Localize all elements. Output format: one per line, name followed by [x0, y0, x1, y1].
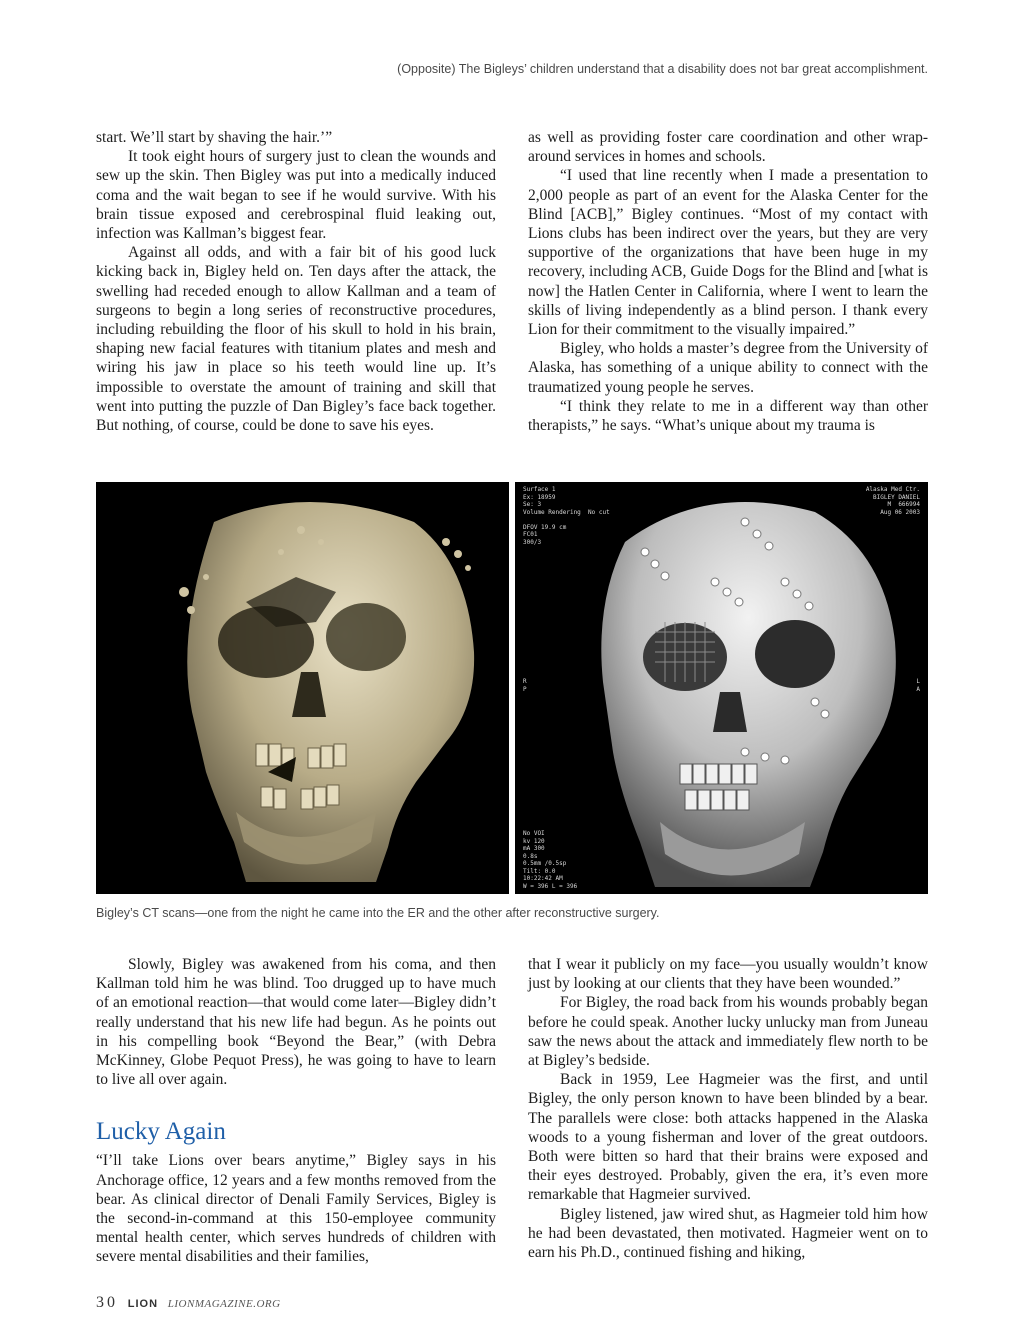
magazine-website: LIONMAGAZINE.ORG	[167, 1298, 281, 1310]
skull-render-before	[96, 482, 509, 894]
top-left-column	[96, 128, 496, 435]
ct-right-right-marker: L A	[916, 678, 920, 693]
figure-caption: Bigley’s CT scans—one from the night he came into the ER and the other after reconstructive surgery.	[96, 906, 660, 920]
paragraph: Against all odds, and with a fair bit of his good luck kicking back in, Bigley held on. Ten days after the attack, the swelling had receded enough to allow Kallman and a team of surgeons to begin a long series of reconstructive procedures, including rebuilding the floor of his skull to hold in his brain, shaping new facial features with titanium plates and mesh and wiring his jaw in place so his teeth would line up. It’s impossible to overstate the amount of training and skill that went into putting the puzzle of Dan Bigley’s face back together. But nothing, of course, could be done to save his eyes.	[96, 244, 496, 435]
magazine-brand: LION	[127, 1298, 159, 1310]
ct-right-bottomleft-overlay: No VOI kv 120 mA 300 0.8s 0.5mm /0.5sp Tilt: 0.0 10:22:42 AM W = 396 L = 396	[523, 830, 578, 890]
ct-right-left-marker: R P	[523, 678, 527, 693]
ct-scan-before-image	[96, 482, 509, 894]
paragraph: that I wear it publicly on my face—you usually wouldn’t know just by looking at our clients that they have been wounded.”	[528, 956, 928, 993]
ct-right-topright-overlay: Alaska Med Ctr. BIGLEY DANIEL M 666994 Aug 06 2003	[865, 486, 920, 516]
paragraph: as well as providing foster care coordination and other wrap-around services in homes and schools.	[528, 129, 928, 166]
paragraph: start. We’ll start by shaving the hair.’”	[96, 129, 333, 146]
top-right-column	[528, 128, 928, 435]
paragraph: Slowly, Bigley was awakened from his coma, and then Kallman told him he was blind. Too drugged up to have much of an emotional reaction—that would come later—Bigley didn’t really understand that his new life had begun. As he points out in his compelling book “Beyond the Bear,” (with Debra McKinney, Globe Pequot Press), he was going to have to learn to live all over again.	[96, 956, 496, 1089]
paragraph: It took eight hours of surgery just to clean the wounds and sew up the skin. Then Bigley was put into a medically induced coma and the wait began to see if he would survive. With his brain tissue exposed and cerebrospinal fluid leaking out, infection was Kallman’s biggest fear.	[96, 148, 496, 243]
paragraph: Bigley listened, jaw wired shut, as Hagmeier told him how he had been devastated, then motivated. Hagmeier went on to earn his Ph.D., continued fishing and hiking,	[528, 1205, 928, 1262]
paragraph: “I’ll take Lions over bears anytime,” Bigley says in his Anchorage office, 12 years and a few months removed from the bear. As clinical director of Denali Family Services, Bigley is the second-in-command at this 150-employee community mental health center, which serves hundreds of children with severe mental disabilities and their families,	[96, 1152, 496, 1266]
ct-scan-after-image	[515, 482, 928, 894]
paragraph: For Bigley, the road back from his wounds probably began before he could speak. Another lucky unlucky man from Juneau saw the news about the attack and immediately flew north to be at Bigley’s bedside.	[528, 994, 928, 1070]
page-number: 30	[96, 1294, 118, 1311]
page-footer	[96, 1294, 281, 1312]
bottom-left-column	[96, 955, 496, 1267]
paragraph: Bigley, who holds a master’s degree from the University of Alaska, has something of a unique ability to connect with the traumatized young people he serves.	[528, 340, 928, 396]
section-heading: Lucky Again	[96, 1118, 226, 1146]
ct-right-topleft-overlay: Surface 1 Ex: 18959 Se: 3 Volume Rendering No cut DFOV 19.9 cm FC01 300/3	[523, 486, 610, 546]
paragraph: “I used that line recently when I made a presentation to 2,000 people as part of an event for the Alaska Center for the Blind [ACB],” Bigley continues. “Most of my contact with Lions clubs has been indirect over the years, but they are very supportive of the organizations that have been huge in my recovery, including ACB, Guide Dogs for the Blind and [what is now] the Hatlen Center in California, where I went to learn the skills of living independently as a blind person. I thank every Lion for their commitment to the visually impaired.”	[528, 167, 928, 339]
paragraph: Back in 1959, Lee Hagmeier was the first, and until Bigley, the only person known to have been blinded by a bear. The parallels were close: both attacks happened in the Alaska woods to a young fisherman and lover of the great outdoors. Both were bitten so hard that their brains were exposed and their eyes destroyed. Probably, given the era, it’s even more remarkable that Hagmeier survived.	[528, 1071, 928, 1204]
bottom-right-column	[528, 955, 928, 1262]
paragraph: “I think they relate to me in a different way than other therapists,” he says. “What’s unique about my trauma is	[528, 397, 928, 435]
header-photo-caption: (Opposite) The Bigleys’ children understand that a disability does not bar great accomplishment.	[397, 62, 928, 76]
